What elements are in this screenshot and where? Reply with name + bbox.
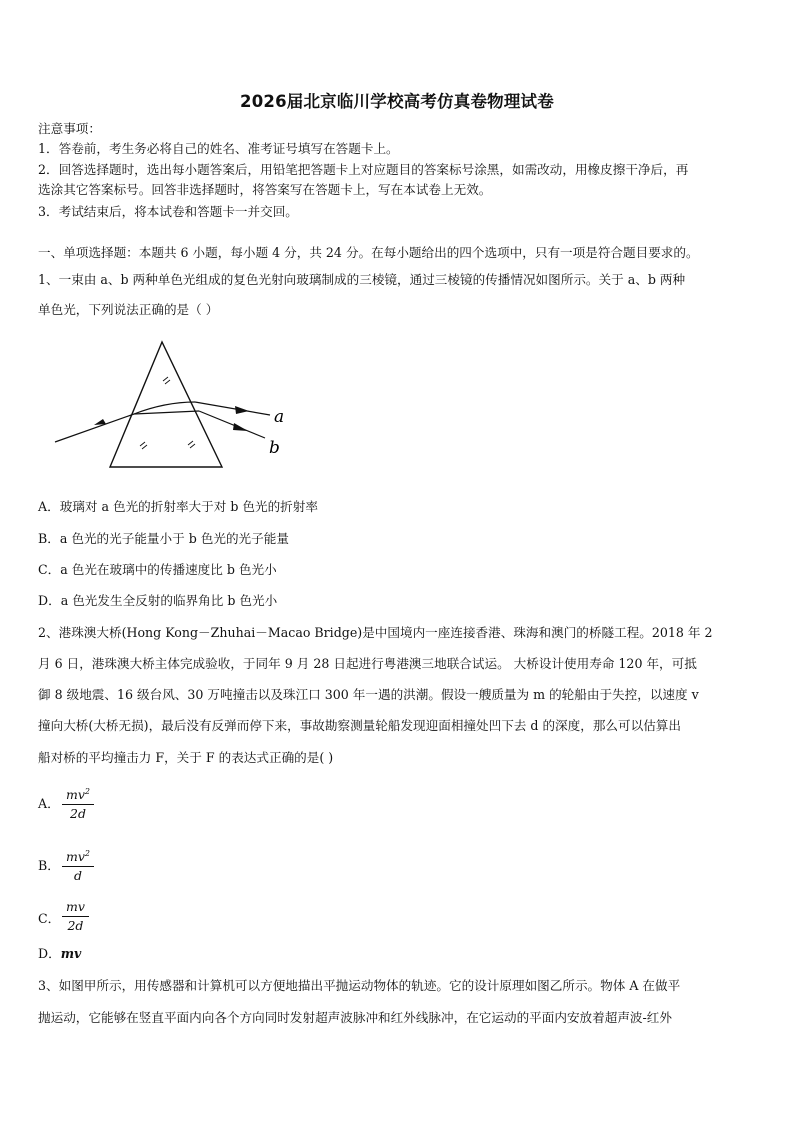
q2-option-a-denominator: 2d	[70, 806, 86, 821]
notice-item-2: 2．回答选择题时，选出每小题答案后，用铅笔把答题卡上对应题目的答案标号涂黑，如需改动，用橡皮擦干净后，再	[38, 162, 689, 177]
q2-line-5: 船对桥的平均撞击力 F，关于 F 的表达式正确的是( )	[38, 750, 334, 765]
ray-b-label: b	[269, 438, 280, 458]
q2-line-4: 撞向大桥(大桥无损)，最后没有反弹而停下来，事故勘察测量轮船发现迎面相撞处凹下去 d 的深度，那么可以估算出	[38, 718, 681, 733]
q1-option-d[interactable]: D．a 色光发生全反射的临界角比 b 色光小	[38, 593, 278, 608]
q2-option-a-fraction[interactable]	[62, 784, 94, 822]
q2-option-b-label[interactable]: B．	[38, 858, 60, 873]
q2-option-d[interactable]	[38, 946, 81, 962]
q2-line-2: 月 6 日，港珠澳大桥主体完成验收，于同年 9 月 28 日起进行粤港澳三地联合试运。 大桥设计使用寿命 120 年，可抵	[38, 656, 697, 671]
q2-option-c-numerator: mv	[66, 899, 85, 914]
ray-a-arrow-head	[235, 406, 249, 414]
q1-option-c[interactable]: C．a 色光在玻璃中的传播速度比 b 色光小	[38, 562, 277, 577]
q2-option-b-denominator: d	[74, 868, 83, 883]
q3-line-2: 抛运动，它能够在竖直平面内向各个方向同时发射超声波脉冲和红外线脉冲，在它运动的平面内安放着超声波-红外	[38, 1010, 672, 1025]
q1-stem-line-1: 1、一束由 a、b 两种单色光组成的复色光射向玻璃制成的三棱镜，通过三棱镜的传播情况如图所示。关于 a、b 两种	[38, 272, 686, 287]
q1-option-b[interactable]: B．a 色光的光子能量小于 b 色光的光子能量	[38, 531, 289, 546]
q2-option-a-exponent: 2	[84, 787, 91, 796]
q2-line-1: 2、港珠澳大桥(Hong Kong－Zhuhai－Macao Bridge)是中国境内一座连接香港、珠海和澳门的桥隧工程。2018 年 2	[38, 625, 713, 640]
q2-line-3: 御 8 级地震、16 级台风、30 万吨撞击以及珠江口 300 年一遇的洪潮。假设一艘质量为 m 的轮船由于失控，以速度 v	[38, 687, 699, 702]
ray-b-inside	[134, 411, 199, 414]
q2-option-d-value: mv	[60, 946, 82, 961]
page-title: 2026届北京临川学校高考仿真卷物理试卷	[240, 92, 554, 111]
incident-arrow-head	[94, 419, 106, 425]
q2-option-d-label: D．	[38, 946, 61, 961]
notice-item-2-cont: 选涂其它答案标号。回答非选择题时，将答案写在答题卡上，写在本试卷上无效。	[38, 182, 492, 197]
q2-option-c-denominator: 2d	[67, 918, 84, 933]
q3-line-1: 3、如图甲所示，用传感器和计算机可以方便地描出平抛运动物体的轨迹。它的设计原理如图乙所示。物体 A 在做平	[38, 978, 681, 993]
q1-stem-line-2: 单色光，下列说法正确的是（ ）	[38, 302, 219, 317]
ray-a-label: a	[274, 407, 285, 427]
prism-diagram	[50, 335, 300, 475]
notice-item-3: 3．考试结束后，将本试卷和答题卡一并交回。	[38, 204, 298, 219]
q1-option-a[interactable]: A．玻璃对 a 色光的折射率大于对 b 色光的折射率	[38, 499, 318, 514]
ray-a-exit	[195, 402, 270, 415]
notice-item-1: 1．答卷前，考生务必将自己的姓名、准考证号填写在答题卡上。	[38, 141, 399, 156]
q2-option-a-label[interactable]: A．	[38, 796, 60, 811]
q2-option-c-label[interactable]: C．	[38, 911, 61, 926]
notice-heading: 注意事项：	[38, 121, 101, 136]
q2-option-c-fraction[interactable]	[62, 899, 89, 934]
ray-b-arrow-head	[233, 423, 248, 431]
section-heading: 一、单项选择题：本题共 6 小题，每小题 4 分，共 24 分。在每小题给出的四个选项中，只有一项是符合题目要求的。	[38, 245, 699, 260]
q2-option-b-fraction[interactable]	[62, 846, 94, 884]
q2-option-b-numerator: mv	[66, 849, 85, 864]
ray-b-exit	[199, 411, 265, 438]
q2-option-a-numerator: mv	[66, 787, 85, 802]
q2-option-b-exponent: 2	[84, 849, 91, 858]
